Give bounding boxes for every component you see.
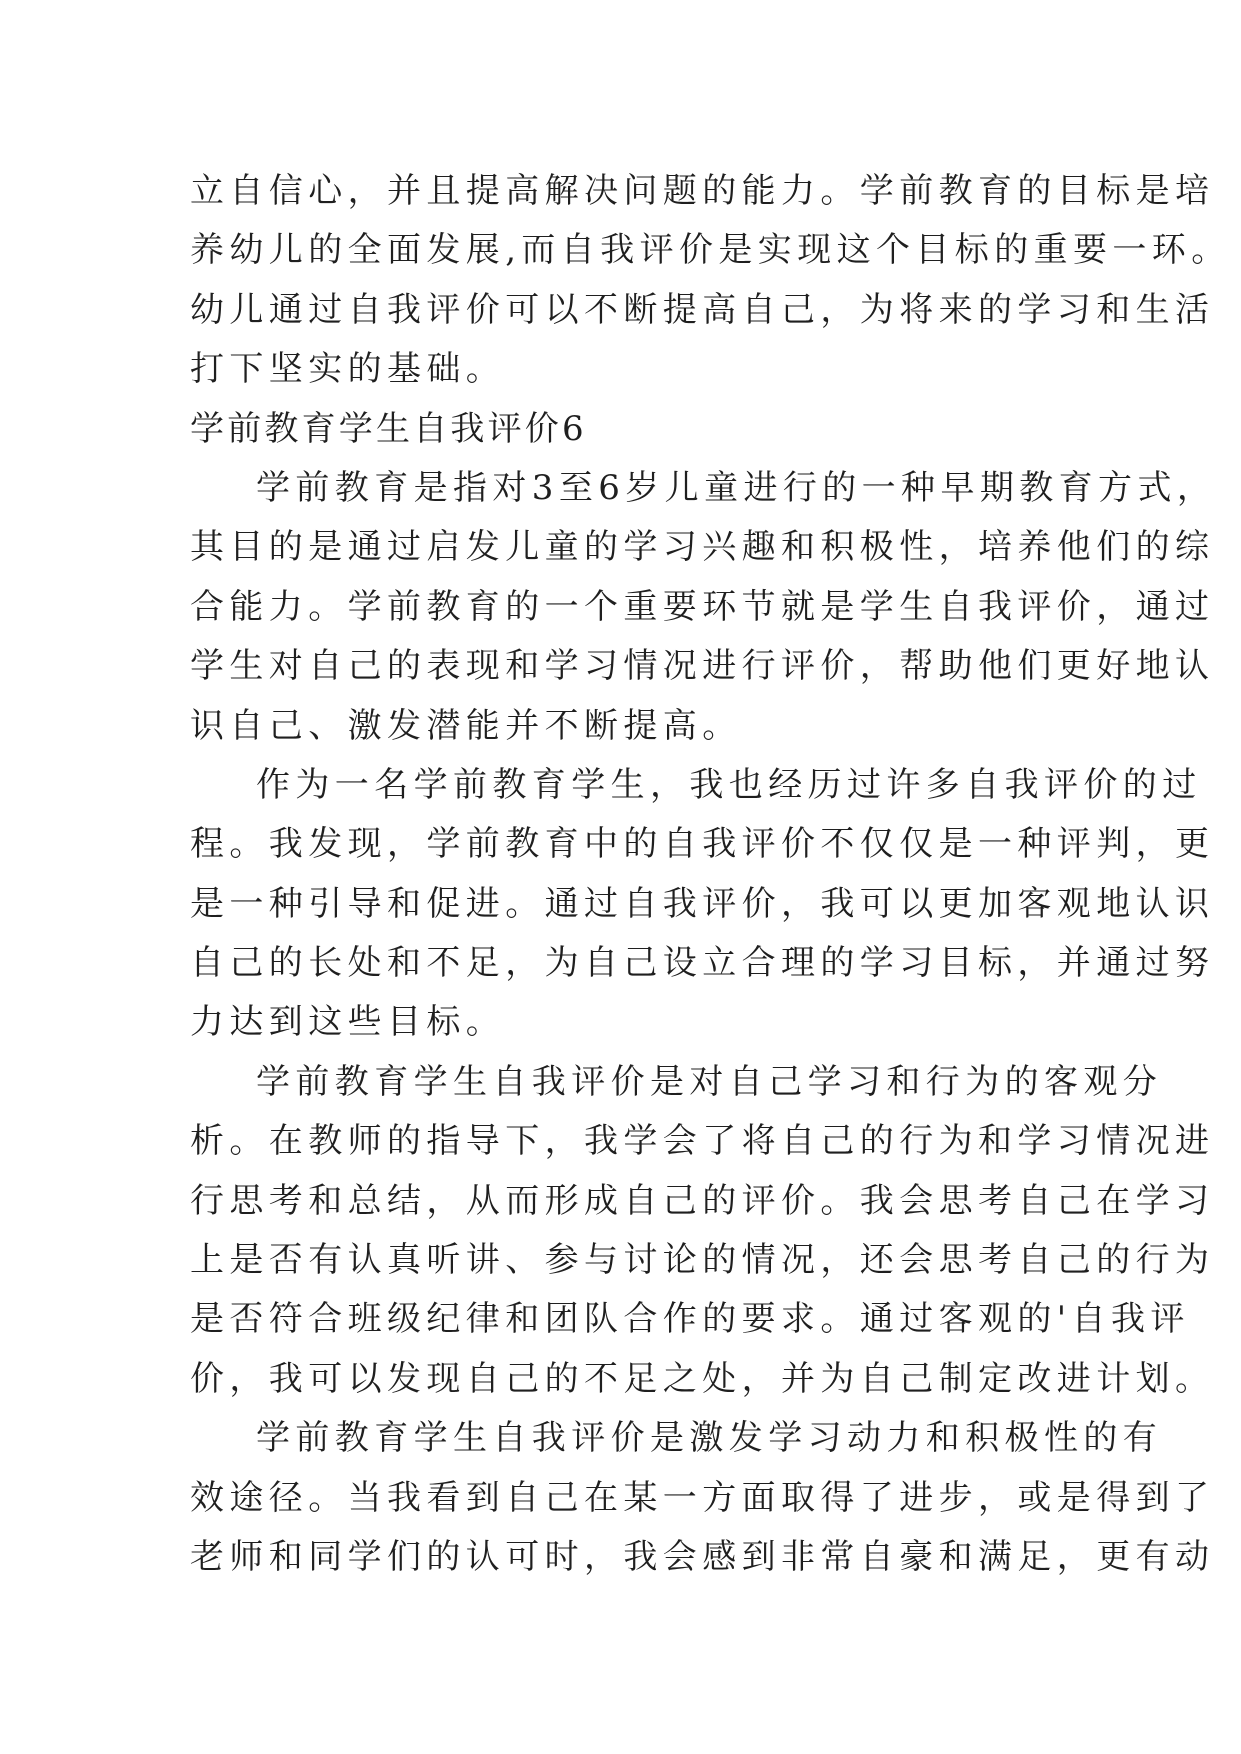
section-heading: 学前教育学生自我评价6 [190,408,587,449]
paragraph-first-line: 学前教育是指对3至6岁儿童进行的一种早期教育方式， [256,467,1217,508]
text-line: 是一种引导和促进。通过自我评价，我可以更加客观地认识 [190,883,1215,924]
paragraph-first-line: 作为一名学前教育学生，我也经历过许多自我评价的过 [256,764,1202,805]
text-line: 其目的是通过启发儿童的学习兴趣和积极性，培养他们的综 [190,527,1215,568]
text-line: 行思考和总结，从而形成自己的评价。我会思考自己在学习 [190,1180,1215,1221]
text-line: 幼儿通过自我评价可以不断提高自己，为将来的学习和生活 [190,289,1215,330]
text-line: 识自己、激发潜能并不断提高。 [190,705,742,746]
text-line: 价，我可以发现自己的不足之处，并为自己制定改进计划。 [190,1358,1215,1399]
text-line: 力达到这些目标。 [190,1002,506,1043]
paragraph-first-line: 学前教育学生自我评价是对自己学习和行为的客观分 [256,1061,1163,1102]
text-line: 自己的长处和不足，为自己设立合理的学习目标，并通过努 [190,943,1215,984]
text-line: 打下坚实的基础。 [190,349,506,390]
text-line: 老师和同学们的认可时，我会感到非常自豪和满足，更有动 [190,1536,1215,1577]
text-line: 上是否有认真听讲、参与讨论的情况，还会思考自己的行为 [190,1240,1215,1281]
text-line: 效途径。当我看到自己在某一方面取得了进步，或是得到了 [190,1477,1215,1518]
text-line: 学生对自己的表现和学习情况进行评价，帮助他们更好地认 [190,646,1215,687]
document-body [190,162,1231,1587]
text-line: 养幼儿的全面发展,而自我评价是实现这个目标的重要一环。 [190,230,1231,271]
text-line: 立自信心，并且提高解决问题的能力。学前教育的目标是培 [190,171,1215,211]
text-line: 程。我发现，学前教育中的自我评价不仅仅是一种评判，更 [190,824,1215,865]
text-line: 是否符合班级纪律和团队合作的要求。通过客观的'自我评 [190,1299,1190,1340]
paragraph-first-line: 学前教育学生自我评价是激发学习动力和积极性的有 [256,1418,1163,1459]
text-line: 合能力。学前教育的一个重要环节就是学生自我评价，通过 [190,586,1215,627]
text-line: 析。在教师的指导下，我学会了将自己的行为和学习情况进 [190,1121,1215,1162]
